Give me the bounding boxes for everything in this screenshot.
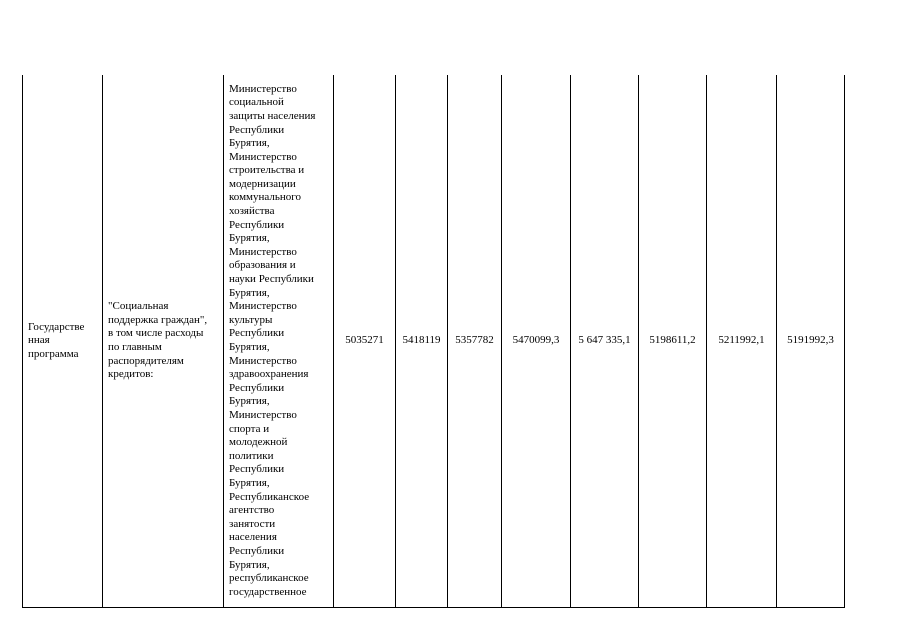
program-name-line: "Социальная: [108, 300, 169, 313]
program-name-line: по главным: [108, 341, 162, 353]
executor-line: модернизации: [229, 177, 296, 190]
executor-line: культуры: [229, 313, 273, 326]
executor-line: Бурятия,: [229, 341, 270, 353]
executors-cell: [224, 75, 334, 608]
executor-line: государственное: [229, 585, 307, 598]
executor-line: Министерство: [229, 82, 297, 95]
program-name-line: распорядителям: [108, 354, 184, 367]
executor-line: занятости: [229, 517, 276, 530]
executor-line: хозяйства: [229, 205, 275, 218]
status-line: нная: [28, 334, 50, 347]
program-name-line: поддержка граждан",: [108, 313, 208, 326]
program-name-line: кредитов:: [108, 368, 154, 381]
executor-line: Бурятия,: [229, 395, 270, 408]
executor-line: строительства и: [229, 164, 305, 177]
budget-table: [22, 75, 845, 608]
executor-line: Бурятия,: [229, 286, 270, 299]
value-cell: 5191992,3: [777, 75, 845, 608]
value-cell: 5198611,2: [639, 75, 707, 608]
status-cell: [23, 75, 103, 608]
executor-line: Республики: [229, 463, 285, 476]
executor-line: Республики: [229, 218, 285, 231]
executor-line: Республики: [229, 327, 285, 340]
executor-line: Бурятия,: [229, 476, 270, 489]
status-line: Государстве: [28, 320, 85, 333]
value-cell: 5418119: [396, 75, 448, 608]
executor-line: населения: [229, 531, 277, 544]
executor-line: Республики: [229, 544, 285, 557]
executor-line: коммунального: [229, 191, 301, 204]
executor-line: Республики: [229, 381, 285, 394]
executor-line: Бурятия,: [229, 137, 270, 150]
executor-line: республиканское: [229, 572, 309, 585]
table-row: [23, 75, 845, 608]
value-cell: 5357782: [448, 75, 502, 608]
executor-line: Министерство: [229, 354, 297, 367]
status-line: программа: [28, 347, 79, 360]
executor-line: социальной: [229, 96, 284, 109]
executor-line: науки Республики: [229, 273, 314, 286]
executor-line: защиты населения: [229, 109, 316, 122]
value-cell: 5035271: [334, 75, 396, 608]
executor-line: политики: [229, 449, 274, 462]
executor-line: здравоохранения: [229, 368, 309, 381]
value-cell: 5211992,1: [707, 75, 777, 608]
executor-line: Республики: [229, 123, 285, 136]
executor-line: молодежной: [229, 436, 288, 449]
executor-line: Министерство: [229, 300, 297, 313]
executor-line: Министерство: [229, 150, 297, 163]
executor-line: Бурятия,: [229, 232, 270, 245]
executor-line: Бурятия,: [229, 558, 270, 571]
executor-line: агентство: [229, 504, 275, 517]
executor-line: спорта и: [229, 422, 270, 435]
executor-line: образования и: [229, 259, 296, 272]
executor-line: Министерство: [229, 245, 297, 258]
program-name-line: в том числе расходы: [108, 327, 204, 340]
executor-line: Республиканское: [229, 490, 310, 503]
program-name-cell: [103, 75, 224, 608]
value-cell: 5 647 335,1: [571, 75, 639, 608]
value-cell: 5470099,3: [502, 75, 571, 608]
executor-line: Министерство: [229, 408, 297, 421]
